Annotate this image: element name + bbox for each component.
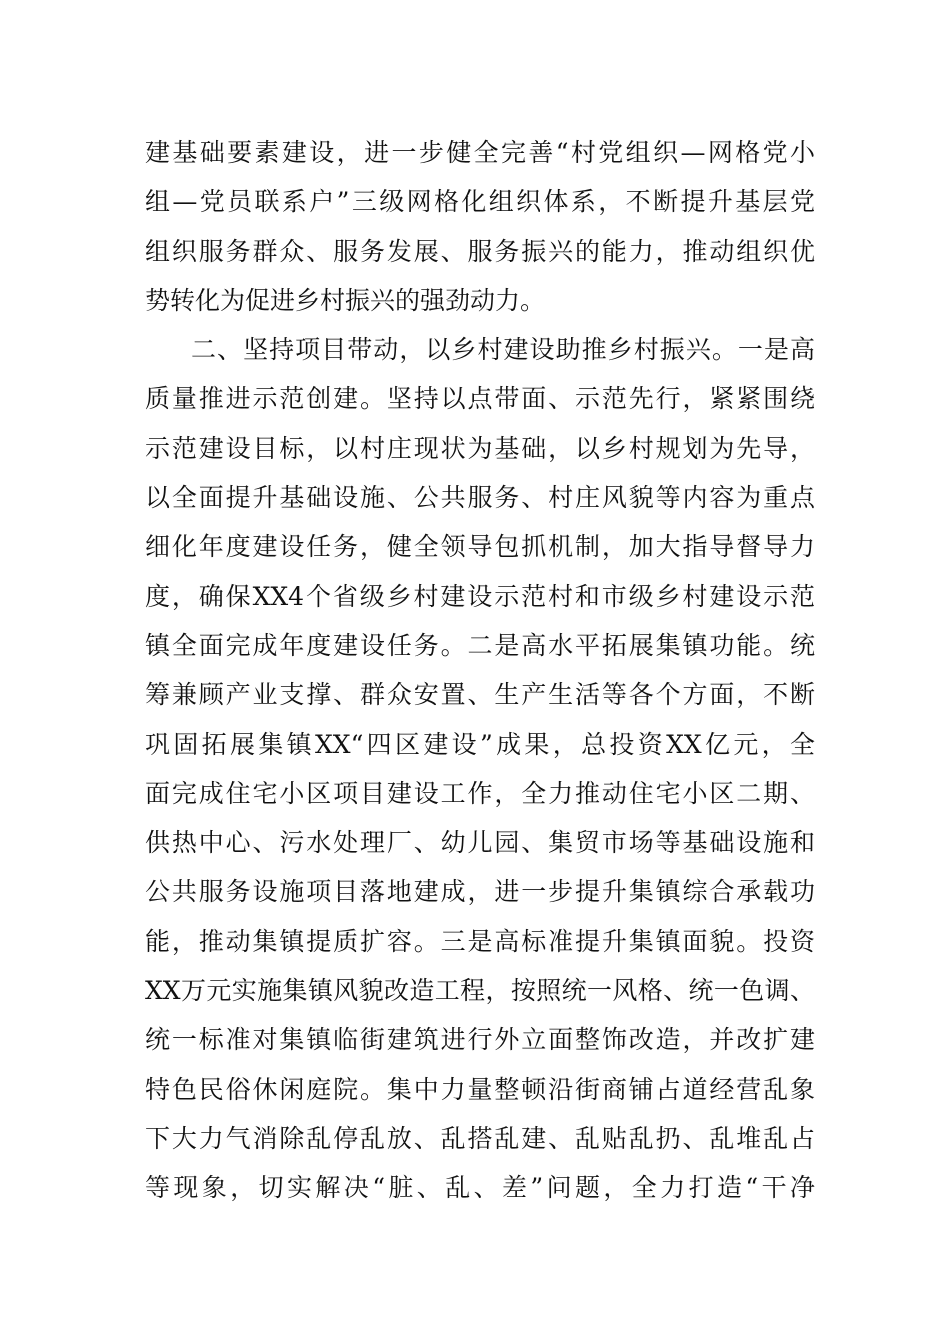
text-line: 巩固拓展集镇XX“四区建设”成果，总投资XX亿元，全 <box>145 729 815 759</box>
text-line: 下大力气消除乱停乱放、乱搭乱建、乱贴乱扔、乱堆乱占 <box>145 1123 815 1153</box>
text-line: 统一标准对集镇临街建筑进行外立面整饰改造，并改扩建 <box>145 1025 815 1055</box>
text-line: 度，确保XX4个省级乡村建设示范村和市级乡村建设示范 <box>145 581 815 611</box>
section-heading-line: 二、坚持项目带动，以乡村建设助推乡村振兴。一是高 <box>191 335 815 365</box>
text-line: 能，推动集镇提质扩容。三是高标准提升集镇面貌。投资 <box>145 926 815 956</box>
text-line: 特色民俗休闲庭院。集中力量整顿沿街商铺占道经营乱象 <box>145 1074 815 1104</box>
text-line: 以全面提升基础设施、公共服务、村庄风貌等内容为重点 <box>145 483 815 513</box>
text-line: 细化年度建设任务，健全领导包抓机制，加大指导督导力 <box>145 532 815 562</box>
text-line: XX万元实施集镇风貌改造工程，按照统一风格、统一色调、 <box>145 976 815 1006</box>
text-line: 质量推进示范创建。坚持以点带面、示范先行，紧紧围绕 <box>145 384 815 414</box>
text-line: 筹兼顾产业支撑、群众安置、生产生活等各个方面，不断 <box>145 680 815 710</box>
text-line: 示范建设目标，以村庄现状为基础，以乡村规划为先导， <box>145 433 815 463</box>
text-line: 面完成住宅小区项目建设工作，全力推动住宅小区二期、 <box>145 778 815 808</box>
text-line: 等现象，切实解决“脏、乱、差”问题，全力打造“干净 <box>145 1173 815 1203</box>
text-line: 组织服务群众、服务发展、服务振兴的能力，推动组织优 <box>145 236 815 266</box>
body-text <box>145 128 815 1213</box>
text-line: 组—党员联系户”三级网格化组织体系，不断提升基层党 <box>145 187 815 217</box>
text-line: 供热中心、污水处理厂、幼儿园、集贸市场等基础设施和 <box>145 828 815 858</box>
text-line: 建基础要素建设，进一步健全完善“村党组织—网格党小 <box>145 138 815 167</box>
text-line: 公共服务设施项目落地建成，进一步提升集镇综合承载功 <box>145 877 815 907</box>
text-line: 镇全面完成年度建设任务。二是高水平拓展集镇功能。统 <box>145 630 815 660</box>
paragraph-end-line: 势转化为促进乡村振兴的强劲动力。 <box>145 285 546 315</box>
